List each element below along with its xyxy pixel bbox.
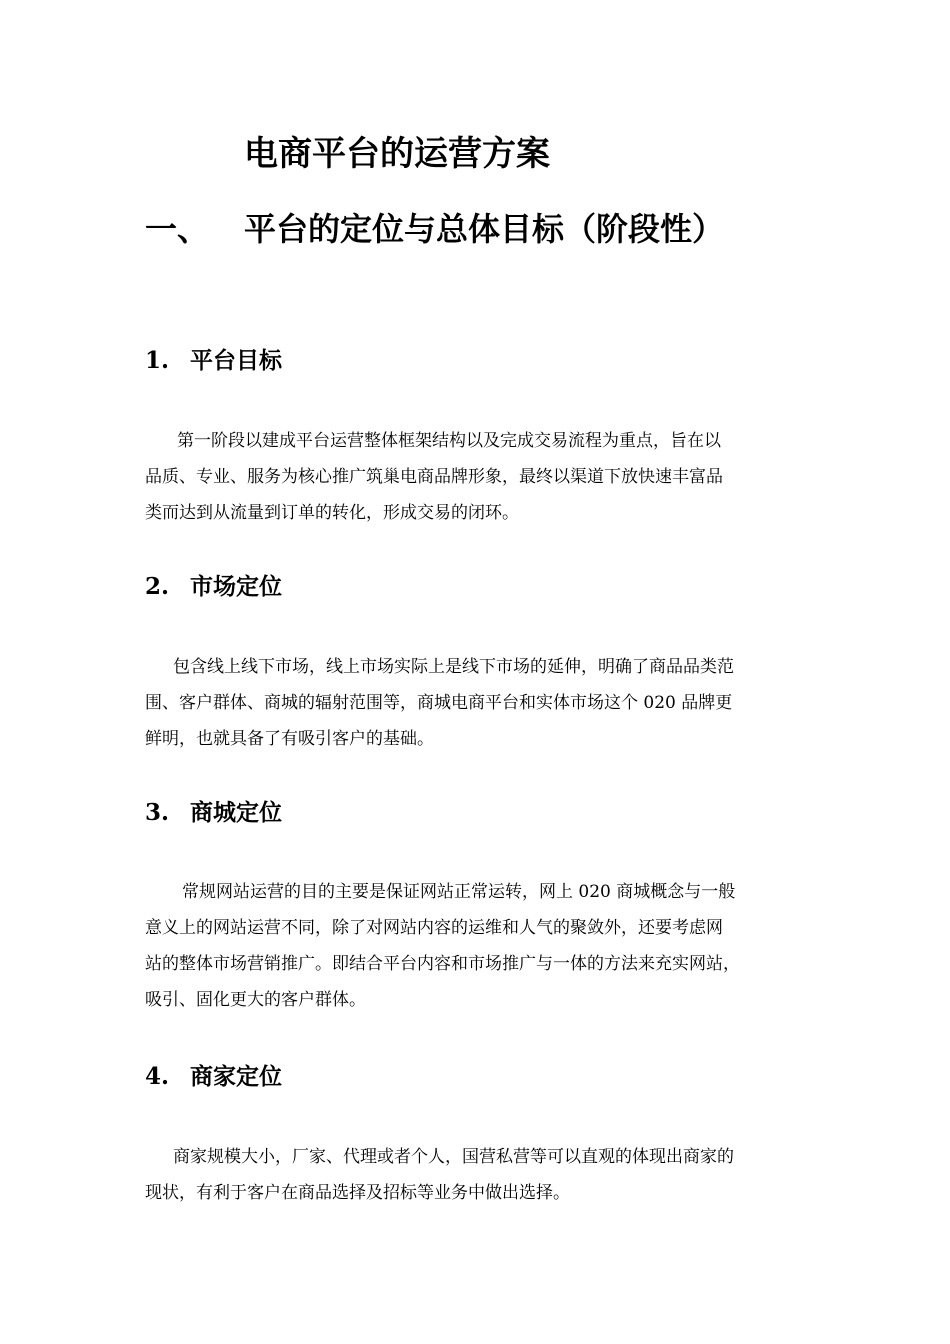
section-number: 4. (145, 1063, 170, 1090)
section-number: 2. (145, 573, 170, 600)
section-heading-market-positioning (145, 571, 282, 603)
paragraph-line: 鲜明，也就具备了有吸引客户的基础。 (145, 729, 434, 749)
paragraph-line: 站的整体市场营销推广。即结合平台内容和市场推广与一体的方法来充实网站， (145, 954, 740, 974)
section-heading-mall-positioning (145, 797, 282, 829)
section-title: 商城定位 (190, 799, 282, 826)
paragraph-line: 品质、专业、服务为核心推广筑巢电商品牌形象，最终以渠道下放快速丰富品 (145, 467, 723, 487)
section-paragraph-market-positioning (145, 649, 815, 757)
section-title: 平台目标 (190, 347, 282, 374)
section-number: 1. (145, 347, 170, 374)
paragraph-line: 类而达到从流量到订单的转化，形成交易的闭环。 (145, 503, 519, 523)
paragraph-line: 第一阶段以建成平台运营整体框架结构以及完成交易流程为重点，旨在以 (177, 431, 721, 451)
paragraph-line: 商家规模大小，厂家、代理或者个人，国营私营等可以直观的体现出商家的 (173, 1147, 734, 1167)
section-paragraph-platform-goal (145, 423, 815, 531)
section-title: 商家定位 (190, 1063, 282, 1090)
document-title: 电商平台的运营方案 (244, 134, 550, 174)
section-paragraph-mall-positioning (145, 874, 815, 1018)
chapter-title: 平台的定位与总体目标（阶段性） (244, 210, 725, 248)
chapter-number: 一、 (145, 210, 210, 248)
section-heading-merchant-positioning (145, 1061, 282, 1093)
chapter-heading (145, 207, 724, 251)
paragraph-line: 常规网站运营的目的主要是保证网站正常运转，网上 020 商城概念与一般 (182, 882, 736, 902)
paragraph-line: 围、客户群体、商城的辐射范围等，商城电商平台和实体市场这个 020 品牌更 (145, 693, 733, 713)
paragraph-line: 吸引、固化更大的客户群体。 (145, 990, 366, 1010)
paragraph-line: 现状，有利于客户在商品选择及招标等业务中做出选择。 (145, 1183, 570, 1203)
paragraph-line: 包含线上线下市场，线上市场实际上是线下市场的延伸，明确了商品品类范 (173, 657, 734, 677)
section-title: 市场定位 (190, 573, 282, 600)
section-heading-platform-goal (145, 345, 282, 377)
paragraph-line: 意义上的网站运营不同，除了对网站内容的运维和人气的聚敛外，还要考虑网 (145, 918, 723, 938)
section-paragraph-merchant-positioning (145, 1139, 815, 1211)
section-number: 3. (145, 799, 170, 826)
